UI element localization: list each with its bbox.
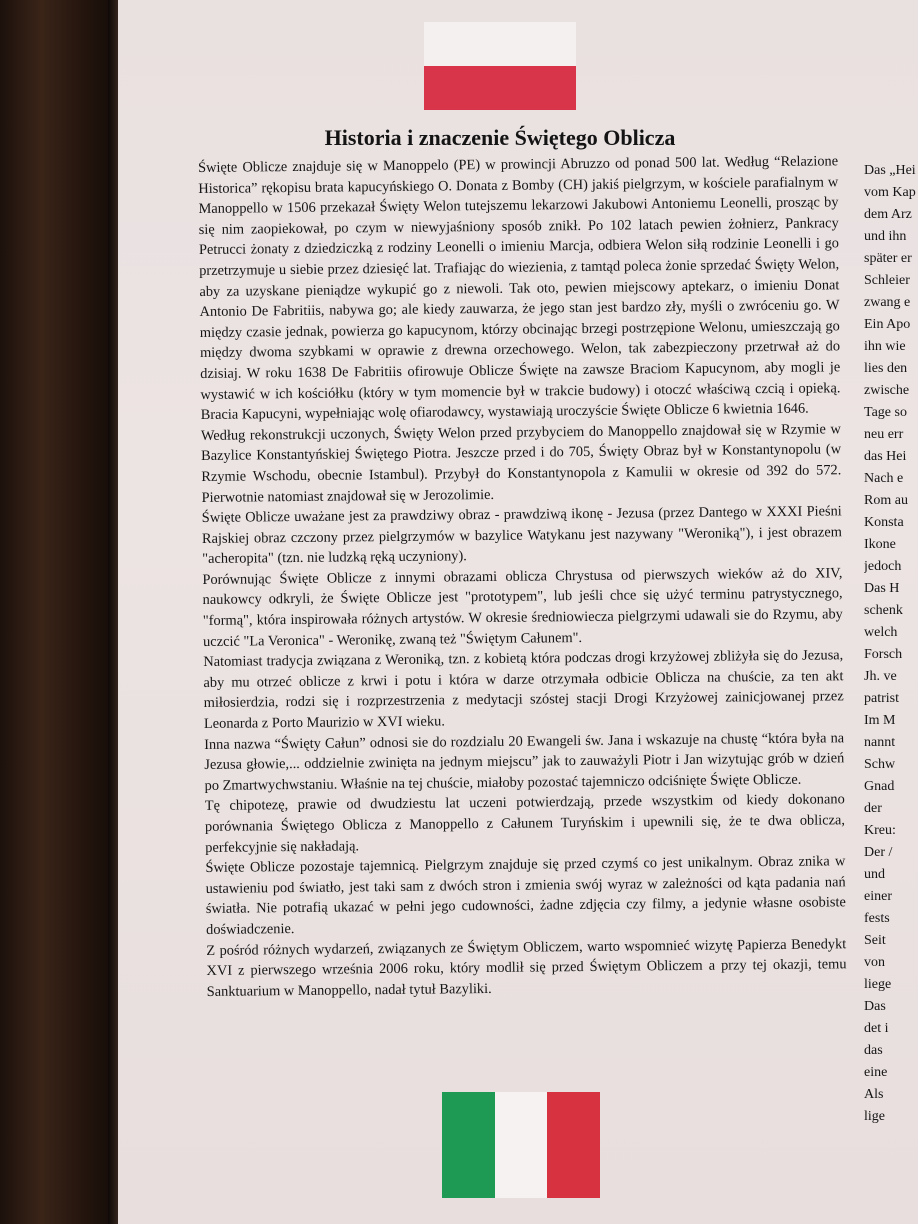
side-line: Schw — [864, 757, 896, 772]
paragraph: Święte Oblicze znajduje się w Manoppelo (PE) w prowincji Abruzzo od ponad 500 lat. Według “Relazione Historica” rękopisu brata kapucyńskiego O. Donata z Bomby (CH) jakiś pielgrzym, w kościele parafialnym w Manoppello w 1506 przekazał Święty Welon tutejszemu lekarzowi Jakubowi Antoniemu Leonelli, prosząc by się nim zaopiekował, po czym w niewyjaśniony sposób znikł. Po 102 latach pewien żołnierz, Pankracy Petrucci żonaty z dziedziczką z rodziny Leonelli o imieniu Marcja, odbiera Welon siłą rodzinie Leonelli i go przetrzymuje u siebie przez dziesięć lat. Trafiając do wiezienia, z tamtąd poleca żonie sprzedać Święty Welon, aby za uzyskane pieniądze wykupić go z niewoli. Tak oto, pewien miejscowy aptekarz, o imieniu Donat Antonio De Fabritiis, nabywa go; ale kiedy zauwarza, że jego stan jest bardzo zły, myśli o zwróceniu go. W między czasie jednak, powierza go kapucynom, którzy obcinając brzegi postrzępione Welonu, umieszczają go między dwoma szybkami w oprawie z drewna orzechowego. Welon, tak zabezpieczony przetrwał aż do dzisiaj. W roku 1638 De Fabritiis ofirowuje Oblicze Święte na zawsze Braciom Kapucynom, aby mogli je wystawić w ich kościółku (który w tym momencie był w trakcie budowy) i otoczć właściwą czcią i opieką. Bracia Kapucyni, wypełniając wolę ofiarodawcy, wystawiają uroczyście Święte Oblicze 6 kwietnia 1646. — [198, 153, 841, 424]
paragraph: Natomiast tradycja związana z Weroniką, tzn. z kobietą która podczas drogi krzyżowej zbliżyła się do Jezusa, aby mu otrzeć oblicze z krwi i potu i która w darze otrzymała odbicie Oblicza na chuście, za ten akt miłosierdzia, rodzi się i rozprzestrzenia z medytacji szóstej stacji Drogi Krzyżowej zainicjowanej przez Leonarda z Porto Maurizio w XVI wieku. — [203, 647, 844, 732]
paragraph: Święte Oblicze uważane jest za prawdziwy obraz - prawdziwą ikonę - Jezusa (przez Dantego w XXXI Pieśni Rajskiej obraz czczony przez pielgrzymów w bazylice Watykanu jest nazywany "Weroniką"), i jest obrazem "acheropita" (tzn. nie ludzką ręką uczyniony). — [201, 503, 843, 568]
paragraph: Święte Oblicze pozostaje tajemnicą. Pielgrzym znajduje się przed czymś co jest unikalnym. Obraz znika w ustawieniu pod światło, jest taki sam z dwóch stron i zmienia swój wyraz w zależności od kąta padania nań światła. Nie potrafią ukazać w pełni jego cudowności, żadne zdjęcia czy filmy, a jedynie własne osobiste doświadczenie. — [205, 853, 846, 938]
side-line: jedoch — [864, 559, 902, 574]
polish-flag — [424, 22, 576, 110]
side-line: Tage so — [864, 405, 907, 420]
german-text-column — [864, 160, 918, 1128]
wooden-frame — [0, 0, 118, 1224]
side-line: später er — [864, 251, 912, 266]
side-line: der — [864, 801, 882, 816]
italian-flag — [442, 1092, 600, 1198]
side-line: ihn wie — [864, 339, 906, 354]
side-line: von — [864, 955, 885, 970]
side-line: Als — [864, 1087, 884, 1102]
side-line: nannt — [864, 735, 896, 750]
side-line: eine — [864, 1065, 888, 1080]
side-line: lige — [864, 1109, 885, 1124]
side-line: Ein Apo — [864, 317, 911, 332]
side-line: Kreu: — [864, 823, 896, 838]
side-line: zwang e — [864, 295, 911, 310]
side-line: Gnad — [864, 779, 895, 794]
side-line: vom Kap — [864, 185, 916, 200]
side-line: dem Arz — [864, 207, 912, 222]
paragraph: Z pośród różnych wydarzeń, związanych ze Świętym Obliczem, warto wspomnieć wizytę Papierza Benedykt XVI z pierwszego września 2006 roku, który modlił się przed Świętym Obliczem a przy tej okazji, temu Sanktuarium w Manoppello, nadał tytuł Bazyliki. — [206, 935, 847, 1000]
article-body — [198, 151, 847, 1002]
side-line: Forsch — [864, 647, 903, 662]
side-line: Konsta — [864, 515, 904, 530]
side-line: Jh. ve — [864, 669, 897, 684]
paragraph: Inna nazwa “Święty Całun” odnosi sie do rozdzialu 20 Ewangeli św. Jana i wskazuje na chustę “która była na Jezusa głowie,... oddzielnie zwinięta na jednym miejscu” jak to zauważyli Piotr i Jan wizytując grób w dzień po Zmartwychwstaniu. Właśnie na tej chuście, miałoby pozostać tajemniczo odciśnięte Święte Oblicze. — [204, 729, 845, 794]
polish-flag-white — [424, 22, 576, 66]
italian-flag-white — [495, 1092, 548, 1198]
side-line: Das — [864, 999, 886, 1014]
side-line: neu err — [864, 427, 904, 442]
side-line: und ihn — [864, 229, 907, 244]
paragraph: Według rekonstrukcji uczonych, Święty Welon przed przybyciem do Manoppello znajdował się w Rzymie w Bazylice Konstantyńskiej Świętego Piotra. Jeszcze przed i do 705, Święty Obraz był w Konstantynopolu (w Rzymie Wschodu, obecnie Istambul). Przybył do Konstantynopola z Kamulii w okresie od 392 do 572. Pierwotnie natomiast znajdował się w Jerozolimie. — [200, 421, 842, 506]
side-line: Seit — [864, 933, 886, 948]
side-line: fests — [864, 911, 890, 926]
side-line: Im M — [864, 713, 896, 728]
paragraph: Porównując Święte Oblicze z innymi obrazami oblicza Chrystusa od pierwszych wieków aż do XIV, naukowcy odkryli, że Święte Oblicze jest "prototypem", lub jeśli chce się użyć terminu patrystycznego, "formą", która inspirowała różnych artystów. W okresie średniowiecza pielgrzymi udawali sie do Rzymu, aby uczcić "La Veronica" - Weronikę, zwaną też "Świętym Całunem". — [202, 565, 843, 650]
side-line: und — [864, 867, 885, 882]
side-line: das Hei — [864, 449, 907, 464]
side-line: zwische — [864, 383, 910, 398]
side-line: lies den — [864, 361, 908, 376]
side-line: Der / — [864, 845, 893, 860]
side-line: welch — [864, 625, 898, 640]
side-line: das — [864, 1043, 883, 1058]
side-line: einer — [864, 889, 892, 904]
side-line: liege — [864, 977, 892, 992]
side-line: Das H — [864, 581, 900, 596]
italian-flag-green — [442, 1092, 495, 1198]
polish-flag-red — [424, 66, 576, 110]
side-line: Ikone — [864, 537, 896, 552]
side-line: Das „Hei — [864, 163, 916, 178]
side-line: Rom au — [864, 493, 908, 508]
side-line: Nach e — [864, 471, 904, 486]
side-line: patrist — [864, 691, 899, 706]
side-line: det i — [864, 1021, 889, 1036]
paragraph: Tę chipotezę, prawie od dwudziestu lat uczeni potwierdzają, przede wszystkim od kiedy dokonano porównania Świętego Oblicza z Manoppello z Całunem Turyńskim i upewnili się, że te dwa oblicza, perfekcyjnie się nakładają. — [204, 791, 846, 856]
italian-flag-red — [547, 1092, 600, 1198]
side-line: Schleier — [864, 273, 910, 288]
page-title: Historia i znaczenie Świętego Oblicza — [324, 125, 676, 150]
side-line: schenk — [864, 603, 903, 618]
